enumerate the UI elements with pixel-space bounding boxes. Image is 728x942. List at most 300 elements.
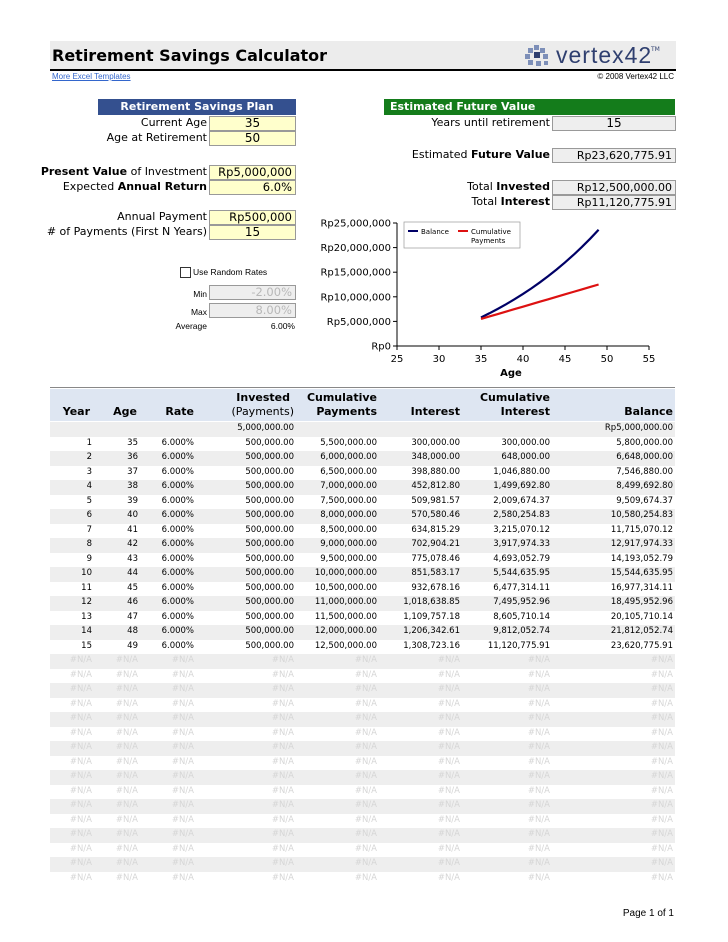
cell-invested: 500,000.00 — [245, 553, 294, 564]
na-cell: #N/A — [650, 669, 673, 680]
cell-invested: 500,000.00 — [245, 626, 294, 636]
title-rule — [50, 69, 676, 71]
na-cell: #N/A — [527, 843, 550, 854]
na-cell: #N/A — [115, 742, 138, 752]
cell-cum-payments: 6,000,000.00 — [320, 452, 377, 462]
na-cell: #N/A — [354, 756, 377, 767]
cell-cum-interest: 6,477,314.11 — [493, 582, 550, 593]
cell-rate: 6.000% — [161, 568, 194, 578]
cell-balance: 12,917,974.33 — [610, 539, 673, 549]
retire-age-label: Age at Retirement — [106, 131, 207, 144]
na-cell: #N/A — [171, 713, 194, 723]
cell-cum-interest: 1,499,692.80 — [493, 481, 550, 491]
na-cell: #N/A — [354, 872, 377, 883]
vertex42-logo-icon — [524, 44, 554, 68]
na-cell: #N/A — [354, 858, 377, 868]
na-row — [50, 756, 675, 771]
savings-chart — [300, 210, 676, 386]
na-cell: #N/A — [171, 814, 194, 825]
cell-invested: 500,000.00 — [245, 495, 294, 506]
annual-return-label: Expected Annual Return — [62, 180, 207, 193]
na-cell: #N/A — [354, 669, 377, 680]
na-cell: #N/A — [354, 785, 377, 796]
cell-age: 35 — [127, 437, 138, 448]
cell-year: 8 — [86, 539, 92, 549]
na-cell: #N/A — [115, 727, 138, 738]
cell-interest: 452,812.80 — [411, 481, 460, 491]
na-cell: #N/A — [171, 872, 194, 883]
cell-rate: 6.000% — [161, 626, 194, 636]
na-cell: #N/A — [271, 771, 294, 781]
na-cell: #N/A — [650, 771, 673, 781]
future-value-heading: Estimated Future Value — [384, 99, 675, 115]
na-cell: #N/A — [527, 814, 550, 825]
na-cell: #N/A — [354, 742, 377, 752]
na-cell: #N/A — [171, 829, 194, 839]
max-rate-input[interactable]: 8.00% — [209, 303, 296, 318]
cell-cum-interest: 648,000.00 — [501, 452, 550, 462]
cell-cum-payments: 9,000,000.00 — [320, 539, 377, 549]
vertex42-logo: vertex42 — [556, 42, 653, 68]
cell-age: 49 — [127, 640, 138, 651]
total-invested-label: Total Invested — [467, 180, 550, 193]
cell-cum-interest: 11,120,775.91 — [487, 640, 550, 651]
cell-balance: 6,648,000.00 — [616, 452, 673, 462]
na-cell: #N/A — [69, 771, 92, 781]
cell-year: 11 — [81, 582, 92, 593]
cell-age: 46 — [127, 597, 138, 607]
y-tick-label: Rp5,000,000 — [326, 316, 391, 328]
na-cell: #N/A — [527, 655, 550, 665]
na-cell: #N/A — [650, 829, 673, 839]
cell-interest: 509,981.57 — [411, 495, 460, 506]
na-cell: #N/A — [650, 684, 673, 694]
current-age-label: Current Age — [140, 116, 207, 129]
cell-year: 4 — [86, 481, 92, 491]
na-row — [50, 669, 675, 684]
cell-interest: 775,078.46 — [411, 553, 460, 564]
copyright: © 2008 Vertex42 LLC — [597, 72, 674, 81]
cell-cum-payments: 10,500,000.00 — [314, 582, 377, 593]
legend-label-cumulative: Cumulative Payments — [471, 228, 511, 245]
na-cell: #N/A — [115, 800, 138, 810]
na-cell: #N/A — [354, 727, 377, 738]
cell-cum-payments: 5,500,000.00 — [320, 437, 377, 448]
na-cell: #N/A — [437, 756, 460, 767]
na-cell: #N/A — [115, 655, 138, 665]
na-row — [50, 857, 675, 872]
cell-balance: 15,544,635.95 — [610, 568, 673, 578]
total-invested-output: Rp12,500,000.00 — [552, 180, 676, 195]
na-cell: #N/A — [69, 858, 92, 868]
na-cell: #N/A — [69, 814, 92, 825]
na-cell: #N/A — [650, 858, 673, 868]
annual-payment-input[interactable]: Rp500,000 — [209, 210, 296, 225]
cell-interest: 1,109,757.18 — [403, 611, 460, 622]
cell-rate: 6.000% — [161, 611, 194, 622]
col-cum-interest-2: Interest — [500, 405, 550, 418]
table-row — [50, 451, 675, 466]
na-cell: #N/A — [69, 756, 92, 767]
retire-age-input[interactable]: 50 — [209, 131, 296, 146]
total-interest-label: Total Interest — [471, 195, 550, 208]
na-cell: #N/A — [650, 756, 673, 767]
na-row — [50, 727, 675, 742]
cell-interest: 300,000.00 — [411, 437, 460, 448]
na-cell: #N/A — [527, 800, 550, 810]
cell-invested: 500,000.00 — [245, 510, 294, 520]
initial-invested: 5,000,000.00 — [237, 423, 294, 433]
page-number: Page 1 of 1 — [622, 908, 674, 919]
cell-interest: 702,904.21 — [411, 539, 460, 549]
table-row — [50, 553, 675, 568]
legend-label-balance: Balance — [421, 228, 449, 236]
col-rate: Rate — [165, 405, 194, 418]
na-cell: #N/A — [271, 727, 294, 738]
cell-cum-payments: 8,000,000.00 — [320, 510, 377, 520]
na-cell: #N/A — [650, 785, 673, 796]
table-row — [50, 567, 675, 582]
cell-age: 47 — [127, 611, 138, 622]
na-cell: #N/A — [271, 814, 294, 825]
na-cell: #N/A — [527, 872, 550, 883]
col-cum-payments-2: Payments — [316, 405, 377, 418]
na-cell: #N/A — [437, 669, 460, 680]
cell-interest: 1,018,638.85 — [403, 597, 460, 607]
future-value-output: Rp23,620,775.91 — [552, 148, 676, 163]
na-cell: #N/A — [69, 800, 92, 810]
cell-invested: 500,000.00 — [245, 640, 294, 651]
na-cell: #N/A — [650, 843, 673, 854]
cell-interest: 634,815.29 — [411, 524, 460, 535]
cell-age: 38 — [127, 481, 138, 491]
cell-invested: 500,000.00 — [245, 481, 294, 491]
na-row — [50, 712, 675, 727]
na-cell: #N/A — [650, 800, 673, 810]
col-invested-1: Invested — [236, 391, 290, 404]
cell-cum-interest: 4,693,052.79 — [493, 553, 550, 564]
cell-invested: 500,000.00 — [245, 582, 294, 593]
na-cell: #N/A — [271, 742, 294, 752]
na-row — [50, 799, 675, 814]
na-cell: #N/A — [171, 655, 194, 665]
na-row — [50, 785, 675, 800]
cell-rate: 6.000% — [161, 582, 194, 593]
x-tick-label: 30 — [432, 354, 446, 365]
table-row — [50, 538, 675, 553]
cell-cum-payments: 7,500,000.00 — [320, 495, 377, 506]
cell-cum-payments: 12,500,000.00 — [314, 640, 377, 651]
na-cell: #N/A — [271, 669, 294, 680]
total-interest-output: Rp11,120,775.91 — [552, 195, 676, 210]
cell-age: 43 — [127, 553, 138, 564]
col-cum-payments-1: Cumulative — [306, 391, 377, 404]
cell-year: 3 — [86, 466, 92, 477]
cell-cum-payments: 11,000,000.00 — [314, 597, 377, 607]
na-cell: #N/A — [69, 713, 92, 723]
na-row — [50, 828, 675, 843]
table-row — [50, 480, 675, 495]
cell-year: 9 — [86, 553, 92, 564]
na-cell: #N/A — [437, 727, 460, 738]
na-cell: #N/A — [69, 742, 92, 752]
cell-balance: 16,977,314.11 — [610, 582, 673, 593]
cell-cum-payments: 7,000,000.00 — [320, 481, 377, 491]
years-until-label: Years until retirement — [431, 116, 550, 129]
cell-age: 36 — [127, 452, 138, 462]
na-cell: #N/A — [437, 872, 460, 883]
na-cell: #N/A — [437, 655, 460, 665]
na-cell: #N/A — [271, 698, 294, 709]
cell-cum-payments: 9,500,000.00 — [320, 553, 377, 564]
table-row — [50, 625, 675, 640]
na-cell: #N/A — [271, 858, 294, 868]
cell-age: 41 — [127, 524, 138, 535]
na-cell: #N/A — [437, 771, 460, 781]
na-cell: #N/A — [69, 655, 92, 665]
na-cell: #N/A — [354, 655, 377, 665]
na-cell: #N/A — [650, 713, 673, 723]
cell-cum-interest: 3,917,974.33 — [493, 539, 550, 549]
na-row — [50, 698, 675, 713]
na-cell: #N/A — [171, 684, 194, 694]
x-tick-label: 40 — [516, 354, 530, 365]
na-cell: #N/A — [271, 684, 294, 694]
cell-cum-interest: 2,580,254.83 — [493, 510, 550, 520]
na-cell: #N/A — [171, 698, 194, 709]
na-cell: #N/A — [271, 843, 294, 854]
na-cell: #N/A — [437, 843, 460, 854]
cell-invested: 500,000.00 — [245, 539, 294, 549]
random-rates-checkbox[interactable] — [180, 267, 191, 278]
initial-row — [50, 422, 675, 437]
col-balance: Balance — [624, 405, 673, 418]
na-cell: #N/A — [650, 698, 673, 709]
cell-age: 48 — [127, 626, 138, 636]
na-cell: #N/A — [437, 858, 460, 868]
cell-year: 2 — [86, 452, 92, 462]
table-row — [50, 509, 675, 524]
cell-rate: 6.000% — [161, 640, 194, 651]
cell-cum-interest: 2,009,674.37 — [493, 495, 550, 506]
na-cell: #N/A — [271, 800, 294, 810]
na-cell: #N/A — [115, 814, 138, 825]
average-label: Average — [175, 321, 207, 331]
na-cell: #N/A — [354, 684, 377, 694]
cell-rate: 6.000% — [161, 524, 194, 535]
cell-interest: 851,583.17 — [411, 568, 460, 578]
random-rates-label: Use Random Rates — [193, 267, 268, 277]
na-cell: #N/A — [650, 742, 673, 752]
na-cell: #N/A — [69, 785, 92, 796]
na-cell: #N/A — [527, 829, 550, 839]
cell-balance: 11,715,070.12 — [610, 524, 673, 535]
cell-interest: 570,580.46 — [411, 510, 460, 520]
na-cell: #N/A — [171, 771, 194, 781]
cell-rate: 6.000% — [161, 553, 194, 564]
na-cell: #N/A — [650, 655, 673, 665]
cell-balance: 7,546,880.00 — [616, 466, 673, 477]
cell-interest: 348,000.00 — [411, 452, 460, 462]
na-cell: #N/A — [69, 727, 92, 738]
na-cell: #N/A — [115, 756, 138, 767]
na-cell: #N/A — [527, 698, 550, 709]
page-title: Retirement Savings Calculator — [52, 46, 328, 65]
cell-rate: 6.000% — [161, 539, 194, 549]
average-value: 6.00% — [270, 321, 295, 331]
na-cell: #N/A — [69, 829, 92, 839]
annual-return-input[interactable]: 6.0% — [209, 180, 296, 195]
na-cell: #N/A — [171, 727, 194, 738]
cell-balance: 8,499,692.80 — [616, 481, 673, 491]
cell-interest: 932,678.16 — [411, 582, 460, 593]
na-cell: #N/A — [527, 713, 550, 723]
cell-rate: 6.000% — [161, 495, 194, 506]
cell-balance: 5,800,000.00 — [616, 437, 673, 448]
na-cell: #N/A — [171, 843, 194, 854]
na-cell: #N/A — [69, 684, 92, 694]
table-top-rule — [50, 387, 675, 388]
cell-interest: 1,308,723.16 — [403, 640, 460, 651]
na-cell: #N/A — [171, 669, 194, 680]
cell-year: 7 — [86, 524, 92, 535]
present-value-input[interactable]: Rp5,000,000 — [209, 165, 296, 180]
na-row — [50, 872, 675, 887]
cell-interest: 1,206,342.61 — [403, 626, 460, 636]
na-cell: #N/A — [271, 756, 294, 767]
x-tick-label: 50 — [600, 354, 614, 365]
na-cell: #N/A — [354, 800, 377, 810]
min-rate-input[interactable]: -2.00% — [209, 285, 296, 300]
na-cell: #N/A — [271, 872, 294, 883]
na-row — [50, 770, 675, 785]
na-cell: #N/A — [69, 872, 92, 883]
cell-year: 5 — [86, 495, 92, 506]
na-cell: #N/A — [115, 785, 138, 796]
cell-age: 40 — [127, 510, 138, 520]
na-cell: #N/A — [354, 814, 377, 825]
table-row — [50, 582, 675, 597]
cell-cum-interest: 300,000.00 — [501, 437, 550, 448]
table-row — [50, 495, 675, 510]
cell-age: 37 — [127, 466, 138, 477]
na-cell: #N/A — [115, 698, 138, 709]
cell-invested: 500,000.00 — [245, 568, 294, 578]
na-cell: #N/A — [115, 858, 138, 868]
na-cell: #N/A — [437, 713, 460, 723]
cell-cum-interest: 5,544,635.95 — [493, 568, 550, 578]
max-label: Max — [190, 307, 207, 317]
col-age: Age — [113, 405, 137, 418]
current-age-input[interactable]: 35 — [209, 116, 296, 131]
y-tick-label: Rp10,000,000 — [320, 292, 391, 304]
cell-year: 13 — [81, 611, 92, 622]
table-row — [50, 640, 675, 655]
cell-balance: 18,495,952.96 — [610, 597, 673, 607]
cell-year: 6 — [86, 510, 92, 520]
na-cell: #N/A — [437, 684, 460, 694]
na-cell: #N/A — [171, 756, 194, 767]
cell-invested: 500,000.00 — [245, 597, 294, 607]
x-axis-label: Age — [500, 368, 522, 379]
na-cell: #N/A — [437, 698, 460, 709]
x-tick-label: 35 — [474, 354, 488, 365]
na-cell: #N/A — [527, 742, 550, 752]
table-row — [50, 596, 675, 611]
cell-year: 15 — [81, 640, 92, 651]
table-header — [50, 389, 675, 421]
na-cell: #N/A — [527, 785, 550, 796]
cell-cum-payments: 8,500,000.00 — [320, 524, 377, 535]
num-payments-input[interactable]: 15 — [209, 225, 296, 240]
cell-rate: 6.000% — [161, 466, 194, 477]
col-interest: Interest — [410, 405, 460, 418]
na-cell: #N/A — [115, 872, 138, 883]
na-cell: #N/A — [437, 814, 460, 825]
y-tick-label: Rp15,000,000 — [320, 267, 391, 279]
cell-cum-payments: 12,000,000.00 — [314, 626, 377, 636]
logo-tm: TM — [651, 46, 660, 53]
na-cell: #N/A — [437, 785, 460, 796]
na-cell: #N/A — [354, 829, 377, 839]
cell-cum-payments: 10,000,000.00 — [314, 568, 377, 578]
future-value-label: Estimated Future Value — [411, 148, 550, 161]
col-year: Year — [62, 405, 90, 418]
col-invested-2: (Payments) — [231, 405, 294, 418]
na-cell: #N/A — [69, 843, 92, 854]
y-tick-label: Rp0 — [371, 341, 391, 353]
cell-age: 45 — [127, 582, 138, 593]
na-cell: #N/A — [354, 843, 377, 854]
cell-invested: 500,000.00 — [245, 524, 294, 535]
na-cell: #N/A — [69, 698, 92, 709]
cell-balance: 20,105,710.14 — [610, 611, 673, 622]
cell-cum-interest: 9,812,052.74 — [493, 626, 550, 636]
plan-heading: Retirement Savings Plan — [98, 99, 296, 115]
cell-balance: 10,580,254.83 — [610, 510, 673, 520]
cell-cum-interest: 8,605,710.14 — [493, 611, 550, 622]
na-cell: #N/A — [171, 742, 194, 752]
na-cell: #N/A — [354, 713, 377, 723]
x-tick-label: 25 — [390, 354, 404, 365]
na-cell: #N/A — [437, 742, 460, 752]
cell-year: 12 — [81, 597, 92, 607]
cell-invested: 500,000.00 — [245, 437, 294, 448]
na-cell: #N/A — [271, 713, 294, 723]
cell-cum-interest: 1,046,880.00 — [493, 466, 550, 477]
na-cell: #N/A — [115, 713, 138, 723]
na-cell: #N/A — [271, 829, 294, 839]
na-cell: #N/A — [271, 785, 294, 796]
cell-rate: 6.000% — [161, 597, 194, 607]
cell-invested: 500,000.00 — [245, 466, 294, 477]
cell-year: 10 — [81, 568, 92, 578]
more-templates-link[interactable]: More Excel Templates — [52, 72, 131, 81]
col-cum-interest-1: Cumulative — [479, 391, 550, 404]
na-cell: #N/A — [115, 669, 138, 680]
table-row — [50, 466, 675, 481]
na-cell: #N/A — [115, 684, 138, 694]
na-cell: #N/A — [171, 800, 194, 810]
cell-balance: 23,620,775.91 — [610, 640, 673, 651]
initial-balance: Rp5,000,000.00 — [604, 423, 673, 433]
na-cell: #N/A — [650, 814, 673, 825]
num-payments-label: # of Payments (First N Years) — [46, 225, 207, 238]
table-row — [50, 524, 675, 539]
y-tick-label: Rp25,000,000 — [320, 218, 391, 230]
na-row — [50, 741, 675, 756]
na-row — [50, 683, 675, 698]
